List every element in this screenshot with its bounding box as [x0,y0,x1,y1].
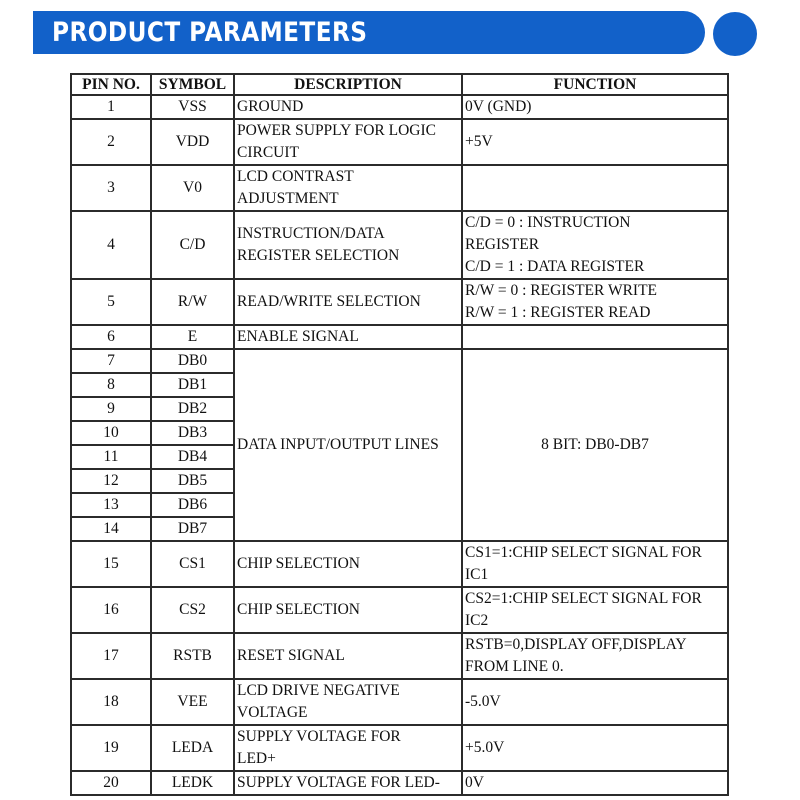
function-cell [462,587,728,633]
function-cell [462,679,728,725]
pin-number-cell: 3 [71,165,151,211]
description-cell-line: REGISTER SELECTION [237,247,400,264]
description-cell [234,119,462,165]
pin-number-cell: 9 [71,397,151,421]
description-cell-line: LCD CONTRAST [237,168,354,185]
description-cell [234,587,462,633]
table-row [71,211,728,279]
pin-number-cell: 8 [71,373,151,397]
description-cell [234,211,462,279]
table-row [71,95,728,119]
column-header-description: DESCRIPTION [234,74,462,95]
function-cell [462,325,728,349]
symbol-cell: DB7 [151,517,234,541]
function-cell [462,165,728,211]
function-cell-line: R/W = 1 : REGISTER READ [465,304,651,321]
symbol-cell: V0 [151,165,234,211]
pin-number-cell: 1 [71,95,151,119]
function-cell-line: CS2=1:CHIP SELECT SIGNAL FOR [465,590,702,607]
description-cell: DATA INPUT/OUTPUT LINES [234,349,462,541]
description-cell-line: LCD DRIVE NEGATIVE [237,682,400,699]
function-cell-line: IC2 [465,612,489,629]
symbol-cell: DB4 [151,445,234,469]
function-cell-line: 0V [465,774,484,791]
function-cell-line: R/W = 0 : REGISTER WRITE [465,282,658,299]
pin-number-cell: 19 [71,725,151,771]
symbol-cell: R/W [151,279,234,325]
table-row [71,119,728,165]
description-cell-line: CHIP SELECTION [237,601,360,618]
symbol-cell: DB3 [151,421,234,445]
description-cell-line: CHIP SELECTION [237,555,360,572]
symbol-cell: LEDA [151,725,234,771]
description-cell [234,725,462,771]
column-header-function: FUNCTION [462,74,728,95]
symbol-cell: DB5 [151,469,234,493]
function-cell [462,541,728,587]
table-row [71,325,728,349]
function-cell [462,279,728,325]
pin-number-cell: 2 [71,119,151,165]
symbol-cell: CS1 [151,541,234,587]
description-cell-line: CIRCUIT [237,144,299,161]
symbol-cell: DB0 [151,349,234,373]
pin-number-cell: 12 [71,469,151,493]
pin-number-cell: 4 [71,211,151,279]
symbol-cell: DB1 [151,373,234,397]
function-cell [462,633,728,679]
pin-number-cell: 5 [71,279,151,325]
description-cell [234,541,462,587]
symbol-cell: CS2 [151,587,234,633]
description-cell [234,633,462,679]
pin-number-cell: 18 [71,679,151,725]
symbol-cell: E [151,325,234,349]
function-cell: 8 BIT: DB0-DB7 [462,349,728,541]
header-decorative-circle [713,12,757,56]
table-row [71,279,728,325]
function-cell-line: REGISTER [465,236,540,253]
pin-number-cell: 6 [71,325,151,349]
table-row [71,679,728,725]
description-cell-line: ENABLE SIGNAL [237,328,359,345]
pin-number-cell: 16 [71,587,151,633]
function-cell-line: C/D = 0 : INSTRUCTION [465,214,631,231]
description-cell-line: LED+ [237,750,276,767]
table-row [71,725,728,771]
pin-number-cell: 15 [71,541,151,587]
table-row [71,165,728,211]
function-cell-line: FROM LINE 0. [465,658,564,675]
function-cell [462,725,728,771]
pin-number-cell: 7 [71,349,151,373]
table-row [71,541,728,587]
description-cell-line: POWER SUPPLY FOR LOGIC [237,122,436,139]
function-cell-line: -5.0V [465,693,501,710]
function-cell-line: +5.0V [465,739,505,756]
pin-number-cell: 17 [71,633,151,679]
symbol-cell: VSS [151,95,234,119]
pin-number-cell: 20 [71,771,151,795]
symbol-cell: DB2 [151,397,234,421]
description-cell [234,279,462,325]
description-cell-line: RESET SIGNAL [237,647,345,664]
description-cell-line: SUPPLY VOLTAGE FOR [237,728,401,745]
symbol-cell: C/D [151,211,234,279]
pin-number-cell: 14 [71,517,151,541]
function-cell-line: C/D = 1 : DATA REGISTER [465,258,645,275]
column-header-symbol: SYMBOL [151,74,234,95]
function-cell [462,211,728,279]
function-cell-line: CS1=1:CHIP SELECT SIGNAL FOR [465,544,702,561]
description-cell-line: GROUND [237,98,304,115]
function-cell-line: 0V (GND) [465,98,532,115]
table-row [71,633,728,679]
description-cell [234,771,462,795]
function-cell-line: IC1 [465,566,489,583]
table-row [71,587,728,633]
description-cell-line: INSTRUCTION/DATA [237,225,385,242]
pin-parameters-table [70,73,729,796]
symbol-cell: VEE [151,679,234,725]
description-cell-line: VOLTAGE [237,704,308,721]
description-cell-line: READ/WRITE SELECTION [237,293,421,310]
symbol-cell: LEDK [151,771,234,795]
description-cell [234,325,462,349]
table-header-row [71,74,728,95]
description-cell [234,165,462,211]
function-cell [462,95,728,119]
column-header-pin: PIN NO. [71,74,151,95]
description-cell [234,679,462,725]
description-cell-line: ADJUSTMENT [237,190,339,207]
function-cell [462,771,728,795]
symbol-cell: RSTB [151,633,234,679]
function-cell-line: +5V [465,133,493,150]
table-row [71,349,728,373]
function-cell [462,119,728,165]
symbol-cell: VDD [151,119,234,165]
description-cell [234,95,462,119]
symbol-cell: DB6 [151,493,234,517]
pin-number-cell: 11 [71,445,151,469]
function-cell-line: RSTB=0,DISPLAY OFF,DISPLAY [465,636,687,653]
pin-number-cell: 13 [71,493,151,517]
pin-number-cell: 10 [71,421,151,445]
page-title: PRODUCT PARAMETERS [52,17,368,48]
description-cell-line: SUPPLY VOLTAGE FOR LED- [237,774,440,791]
table-row [71,771,728,795]
